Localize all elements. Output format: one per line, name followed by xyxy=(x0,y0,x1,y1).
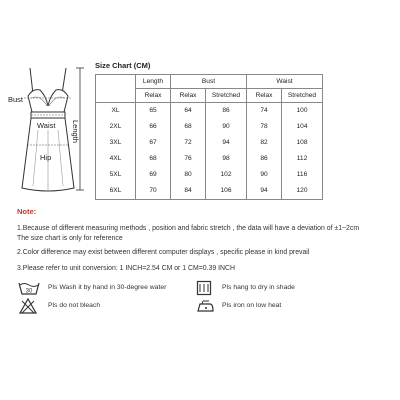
header-waist-relax: Relax xyxy=(247,89,282,103)
size-chart-table xyxy=(95,74,323,200)
hang-dry-icon xyxy=(196,280,212,296)
bust-stretched-cell: 90 xyxy=(206,119,247,135)
header-waist: Waist xyxy=(247,75,323,89)
care-iron-text: Pls iron on low heat xyxy=(222,302,282,309)
waist-relax-cell: 90 xyxy=(247,167,282,183)
table-row xyxy=(96,119,323,135)
table-row xyxy=(96,183,323,200)
header-waist-stretched: Stretched xyxy=(282,89,323,103)
size-chart-title: Size Chart (CM) xyxy=(95,61,151,70)
bust-stretched-cell: 106 xyxy=(206,183,247,200)
hip-label: Hip xyxy=(40,153,52,162)
waist-stretched-cell: 100 xyxy=(282,103,323,120)
table-row xyxy=(96,151,323,167)
note-line-4: 3.Please refer to unit conversion: 1 INCH=2.54 CM or 1 CM=0.39 INCH xyxy=(17,265,235,272)
iron-low-heat-icon xyxy=(196,298,214,314)
bust-relax-cell: 84 xyxy=(171,183,206,200)
dress-diagram xyxy=(0,60,95,200)
waist-label: Waist xyxy=(37,121,56,130)
care-wash-text: Pls Wash it by hand in 30-degree water xyxy=(48,284,167,291)
waist-relax-cell: 74 xyxy=(247,103,282,120)
size-header-empty xyxy=(96,75,136,103)
hand-wash-30-icon xyxy=(18,280,40,296)
header-bust-relax: Relax xyxy=(171,89,206,103)
header-length: Length xyxy=(136,75,171,89)
bust-label: Bust xyxy=(8,95,24,104)
note-line-1: 1.Because of different measuring methods , position and fabric stretch , the data will have a deviation of ±1~2cm xyxy=(17,225,360,232)
waist-relax-cell: 94 xyxy=(247,183,282,200)
note-line-3: 2.Color difference may exist between different computer displays , specific please in kind prevail xyxy=(17,249,310,256)
waist-relax-cell: 78 xyxy=(247,119,282,135)
care-bleach-text: Pls do not bleach xyxy=(48,302,101,309)
size-cell: 3XL xyxy=(96,135,136,151)
bust-stretched-cell: 98 xyxy=(206,151,247,167)
header-bust-stretched: Stretched xyxy=(206,89,247,103)
note-line-2: The size chart is only for reference xyxy=(17,235,123,242)
waist-stretched-cell: 112 xyxy=(282,151,323,167)
bust-relax-cell: 80 xyxy=(171,167,206,183)
table-row xyxy=(96,103,323,120)
size-cell: 2XL xyxy=(96,119,136,135)
bust-relax-cell: 64 xyxy=(171,103,206,120)
no-bleach-icon xyxy=(19,298,37,314)
size-cell: XL xyxy=(96,103,136,120)
size-cell: 6XL xyxy=(96,183,136,200)
table-row xyxy=(96,135,323,151)
length-cell: 68 xyxy=(136,151,171,167)
length-cell: 65 xyxy=(136,103,171,120)
size-cell: 4XL xyxy=(96,151,136,167)
length-cell: 66 xyxy=(136,119,171,135)
bust-stretched-cell: 102 xyxy=(206,167,247,183)
bust-relax-cell: 72 xyxy=(171,135,206,151)
waist-stretched-cell: 104 xyxy=(282,119,323,135)
length-cell: 69 xyxy=(136,167,171,183)
bust-relax-cell: 68 xyxy=(171,119,206,135)
bust-relax-cell: 76 xyxy=(171,151,206,167)
waist-relax-cell: 82 xyxy=(247,135,282,151)
table-row xyxy=(96,167,323,183)
waist-stretched-cell: 108 xyxy=(282,135,323,151)
waist-stretched-cell: 116 xyxy=(282,167,323,183)
waist-relax-cell: 86 xyxy=(247,151,282,167)
length-cell: 70 xyxy=(136,183,171,200)
length-cell: 67 xyxy=(136,135,171,151)
header-bust: Bust xyxy=(171,75,247,89)
waist-stretched-cell: 120 xyxy=(282,183,323,200)
note-title: Note: xyxy=(17,207,37,216)
bust-stretched-cell: 94 xyxy=(206,135,247,151)
bust-stretched-cell: 86 xyxy=(206,103,247,120)
length-label: Length xyxy=(71,120,80,143)
size-cell: 5XL xyxy=(96,167,136,183)
care-hang-text: Pls hang to dry in shade xyxy=(222,284,295,291)
header-length-relax: Relax xyxy=(136,89,171,103)
wash-temperature: 30 xyxy=(25,288,33,295)
